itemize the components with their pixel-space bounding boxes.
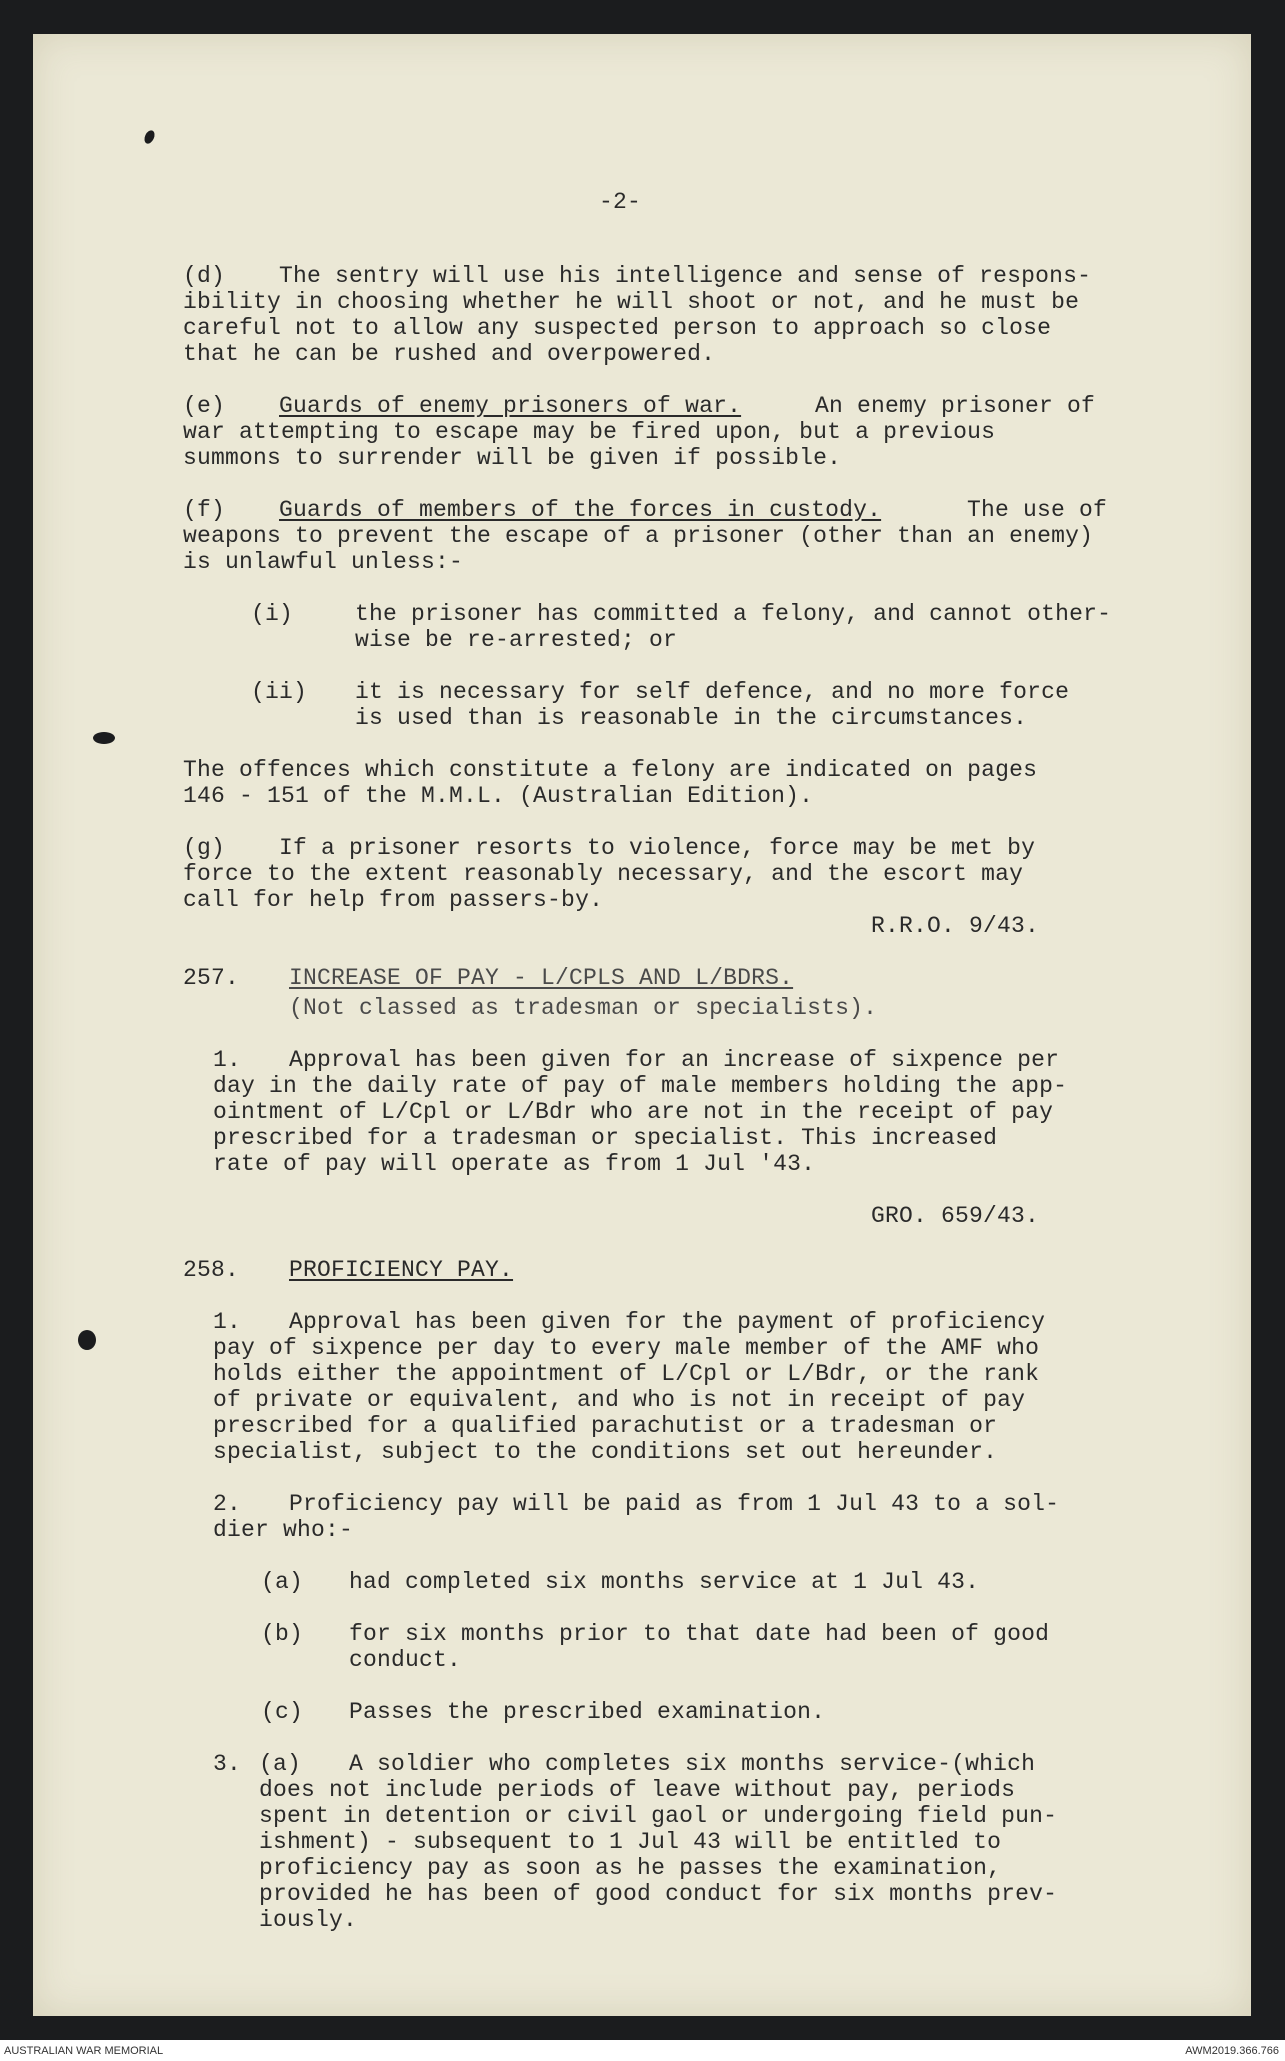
text-line: for six months prior to that date had been of good bbox=[349, 1621, 1050, 1647]
text-line: that he can be rushed and overpowered. bbox=[183, 341, 716, 367]
reference: GRO. 659/43. bbox=[871, 1203, 1040, 1229]
text-line: weapons to prevent the escape of a prisoner (other than an enemy) bbox=[183, 523, 1094, 549]
text-line: prescribed for a tradesman or specialist. This increased bbox=[213, 1125, 998, 1151]
text-line: rate of pay will operate as from 1 Jul '43. bbox=[213, 1151, 816, 1177]
text-line: call for help from passers-by. bbox=[183, 887, 604, 913]
text-line: An enemy prisoner of bbox=[815, 393, 1096, 419]
text-line: careful not to allow any suspected person to approach so close bbox=[183, 315, 1052, 341]
text-line: 146 - 151 of the M.M.L. (Australian Edition). bbox=[183, 783, 814, 809]
punch-hole bbox=[78, 1330, 96, 1350]
section-number: 258. bbox=[183, 1257, 240, 1283]
reference: R.R.O. 9/43. bbox=[871, 913, 1040, 939]
text-line: day in the daily rate of pay of male members holding the app- bbox=[213, 1073, 1068, 1099]
para-heading: Guards of enemy prisoners of war. bbox=[279, 393, 742, 419]
section-number: 257. bbox=[183, 965, 240, 991]
section-heading: INCREASE OF PAY - L/CPLS AND L/BDRS. bbox=[289, 965, 794, 991]
text-line: spent in detention or civil gaol or undergoing field pun- bbox=[259, 1803, 1058, 1829]
text-line: Passes the prescribed examination. bbox=[349, 1699, 826, 1725]
text-line: holds either the appointment of L/Cpl or L/Bdr, or the rank bbox=[213, 1361, 1040, 1387]
text-line: does not include periods of leave without pay, periods bbox=[259, 1777, 1016, 1803]
text-line: ibility in choosing whether he will shoot or not, and he must be bbox=[183, 289, 1080, 315]
para-label: (f) bbox=[183, 497, 226, 523]
para-label: (e) bbox=[183, 393, 226, 419]
text-line: ointment of L/Cpl or L/Bdr who are not in the receipt of pay bbox=[213, 1099, 1054, 1125]
text-line: the prisoner has committed a felony, and cannot other- bbox=[355, 601, 1112, 627]
section-subheading: (Not classed as tradesman or specialists). bbox=[289, 995, 878, 1021]
text-line: proficiency pay as soon as he passes the examination, bbox=[259, 1855, 1002, 1881]
item-label: (i) bbox=[251, 601, 294, 627]
text-line: is used than is reasonable in the circumstances. bbox=[355, 705, 1028, 731]
punch-mark bbox=[93, 732, 115, 744]
footer-credit: AUSTRALIAN WAR MEMORIAL bbox=[4, 2045, 164, 2057]
text-line: The sentry will use his intelligence and sense of respons- bbox=[279, 263, 1092, 289]
text-line: provided he has been of good conduct for six months prev- bbox=[259, 1881, 1058, 1907]
para-label: (d) bbox=[183, 263, 226, 289]
text-line: If a prisoner resorts to violence, force may be met by bbox=[279, 835, 1036, 861]
para-label: 2. bbox=[213, 1491, 242, 1517]
text-line: force to the extent reasonably necessary, and the escort may bbox=[183, 861, 1024, 887]
para-label: 3. bbox=[213, 1751, 242, 1777]
text-line: summons to surrender will be given if possible. bbox=[183, 445, 842, 471]
para-label: (g) bbox=[183, 835, 226, 861]
text-line: A soldier who completes six months service-(which bbox=[349, 1751, 1036, 1777]
text-line: Approval has been given for an increase of sixpence per bbox=[289, 1047, 1060, 1073]
text-line: The offences which constitute a felony are indicated on pages bbox=[183, 757, 1038, 783]
text-line: of private or equivalent, and who is not in receipt of pay bbox=[213, 1387, 1026, 1413]
item-label: (c) bbox=[261, 1699, 304, 1725]
text-line: dier who:- bbox=[213, 1517, 354, 1543]
para-label: 1. bbox=[213, 1309, 242, 1335]
text-line: The use of bbox=[967, 497, 1108, 523]
item-label: (a) bbox=[259, 1751, 302, 1777]
text-line: Approval has been given for the payment of proficiency bbox=[289, 1309, 1046, 1335]
page-number: -2- bbox=[599, 189, 642, 215]
item-label: (ii) bbox=[251, 679, 308, 705]
text-line: ishment) - subsequent to 1 Jul 43 will be entitled to bbox=[259, 1829, 1002, 1855]
punch-mark bbox=[142, 129, 156, 145]
text-line: war attempting to escape may be fired upon, but a previous bbox=[183, 419, 996, 445]
para-heading: Guards of members of the forces in custody. bbox=[279, 497, 882, 523]
text-line: it is necessary for self defence, and no more force bbox=[355, 679, 1070, 705]
section-heading: PROFICIENCY PAY. bbox=[289, 1257, 514, 1283]
item-label: (a) bbox=[261, 1569, 304, 1595]
text-line: specialist, subject to the conditions set out hereunder. bbox=[213, 1439, 998, 1465]
text-line: conduct. bbox=[349, 1647, 462, 1673]
para-label: 1. bbox=[213, 1047, 242, 1073]
text-line: prescribed for a qualified parachutist or a tradesman or bbox=[213, 1413, 998, 1439]
text-line: had completed six months service at 1 Jul 43. bbox=[349, 1569, 980, 1595]
text-line: wise be re-arrested; or bbox=[355, 627, 678, 653]
document-page bbox=[33, 34, 1251, 2016]
text-line: Proficiency pay will be paid as from 1 Jul 43 to a sol- bbox=[289, 1491, 1060, 1517]
text-line: iously. bbox=[259, 1907, 358, 1933]
text-line: pay of sixpence per day to every male member of the AMF who bbox=[213, 1335, 1040, 1361]
text-line: is unlawful unless:- bbox=[183, 549, 464, 575]
item-label: (b) bbox=[261, 1621, 304, 1647]
footer-accession-number: AWM2019.366.766 bbox=[1185, 2045, 1279, 2057]
